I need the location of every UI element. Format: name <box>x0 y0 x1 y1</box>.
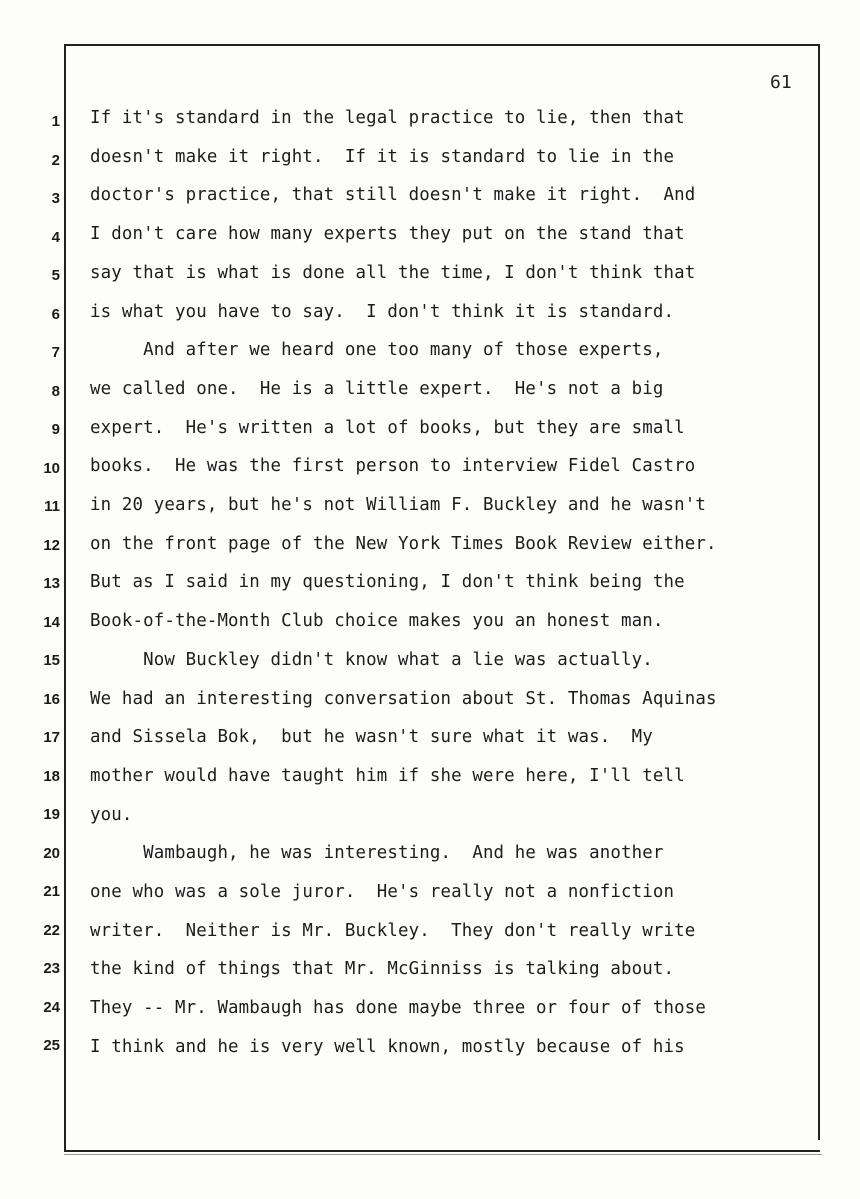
transcript-line: books. He was the first person to interview Fidel Castro <box>90 456 696 477</box>
transcript-line: we called one. He is a little expert. He's not a big <box>90 378 664 399</box>
line-number: 24 <box>43 998 60 1016</box>
line-number: 2 <box>51 151 60 169</box>
line-number: 17 <box>43 729 60 746</box>
frame-bottom-border <box>64 1150 820 1152</box>
transcript-line: doctor's practice, that still doesn't make it right. And <box>90 185 696 206</box>
line-number: 22 <box>43 921 60 939</box>
transcript-line: you. <box>90 804 133 825</box>
line-number: 18 <box>43 767 60 785</box>
frame-bottom-shadow <box>64 1154 822 1155</box>
line-number: 15 <box>43 652 60 669</box>
transcript-line: Now Buckley didn't know what a lie was actually. <box>90 649 653 670</box>
line-number: 12 <box>43 536 60 554</box>
transcript-line: the kind of things that Mr. McGinniss is talking about. <box>90 959 675 980</box>
transcript-line: on the front page of the New York Times Book Review either. <box>90 533 717 554</box>
frame-top-border <box>64 44 820 46</box>
transcript-line: They -- Mr. Wambaugh has done maybe three or four of those <box>90 998 706 1019</box>
transcript-line: one who was a sole juror. He's really not a nonfiction <box>90 882 675 902</box>
transcript-line: doesn't make it right. If it is standard to lie in the <box>90 146 675 167</box>
line-number: 6 <box>51 305 60 323</box>
line-number: 1 <box>51 113 60 130</box>
line-number: 4 <box>51 228 60 246</box>
line-number: 5 <box>51 267 60 284</box>
transcript-line: And after we heard one too many of those experts, <box>90 340 664 361</box>
line-number: 14 <box>43 613 60 631</box>
transcript-line: If it's standard in the legal practice to lie, then that <box>90 108 685 128</box>
line-number: 8 <box>51 382 60 400</box>
transcript-line: Wambaugh, he was interesting. And he was another <box>90 843 664 864</box>
transcript-line: I don't care how many experts they put on the stand that <box>90 224 685 245</box>
line-number: 11 <box>44 498 60 515</box>
line-number: 25 <box>43 1037 60 1054</box>
line-number: 20 <box>43 844 60 862</box>
line-number: 10 <box>43 459 60 477</box>
frame-right-border <box>818 44 820 1140</box>
transcript-line: But as I said in my questioning, I don't think being the <box>90 572 685 593</box>
transcript-line: and Sissela Bok, but he wasn't sure what it was. My <box>90 727 653 748</box>
line-number: 19 <box>43 806 60 823</box>
transcript-line: writer. Neither is Mr. Buckley. They don't really write <box>90 920 696 941</box>
transcript-line: say that is what is done all the time, I don't think that <box>90 262 696 283</box>
line-number: 16 <box>43 690 60 708</box>
line-number: 23 <box>43 960 60 977</box>
transcript-line: in 20 years, but he's not William F. Buckley and he wasn't <box>90 495 706 515</box>
line-number: 7 <box>51 344 60 361</box>
frame-left-border <box>64 44 66 1152</box>
transcript-line: Book-of-the-Month Club choice makes you an honest man. <box>90 611 664 632</box>
transcript-line: expert. He's written a lot of books, but they are small <box>90 417 685 438</box>
line-number: 21 <box>43 883 60 900</box>
line-number: 13 <box>43 575 60 592</box>
line-number: 3 <box>51 190 60 207</box>
line-number: 9 <box>51 421 60 438</box>
transcript-line: I think and he is very well known, mostly because of his <box>90 1036 685 1057</box>
page-number: 61 <box>770 72 792 93</box>
transcript-line: mother would have taught him if she were here, I'll tell <box>90 765 685 786</box>
transcript-line: is what you have to say. I don't think it is standard. <box>90 301 675 322</box>
transcript-line: We had an interesting conversation about St. Thomas Aquinas <box>90 688 717 709</box>
